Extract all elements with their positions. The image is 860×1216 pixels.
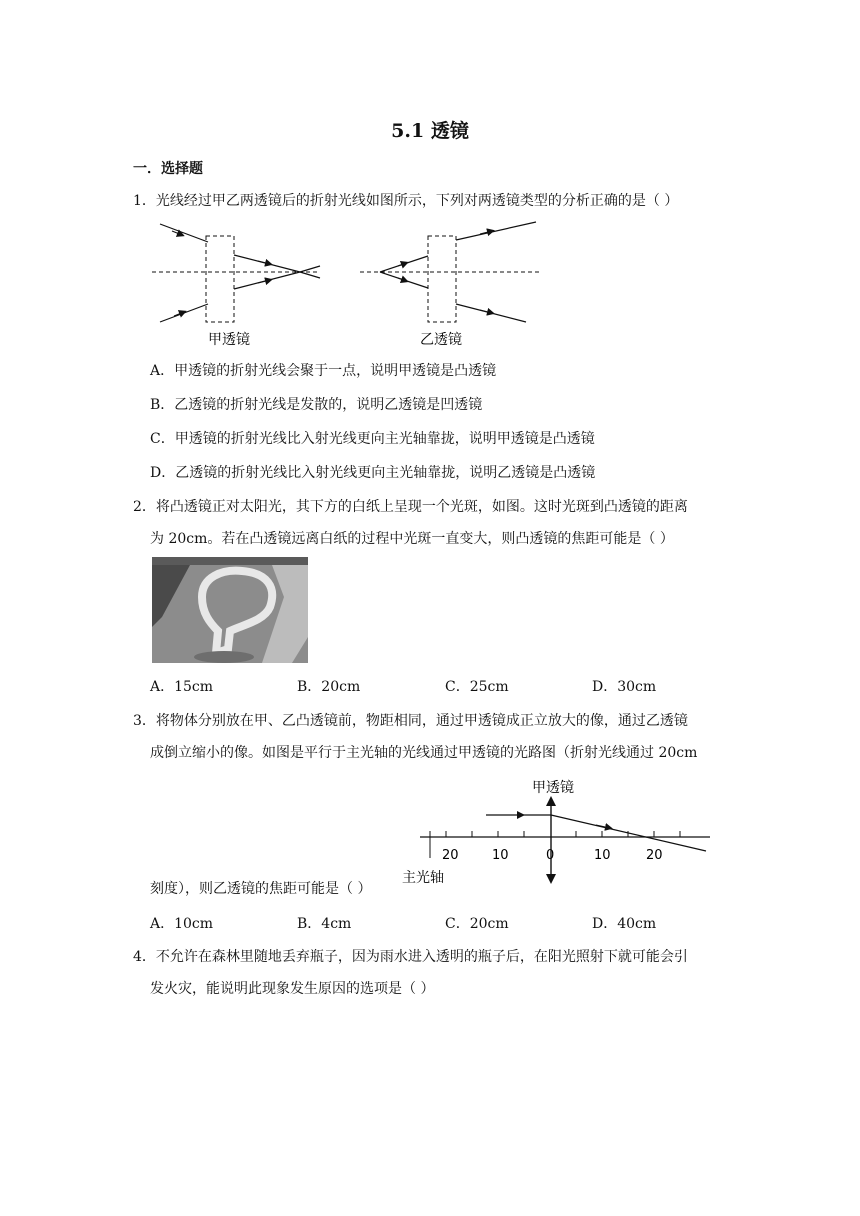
question-1-option-c: C．甲透镜的折射光线比入射光线更向主光轴靠拢，说明甲透镜是凸透镜	[150, 431, 595, 447]
lens-jia-label: 甲透镜	[208, 332, 250, 348]
question-2-option-b: B．20cm	[297, 679, 361, 695]
question-3-line-2: 成倒立缩小的像。如图是平行于主光轴的光线通过甲透镜的光路图（折射光线通过 20cm	[150, 745, 698, 761]
tick-label-10-left: 10	[492, 848, 509, 863]
main-axis-label: 主光轴	[402, 870, 444, 886]
question-2-line-2: 为 20cm。若在凸透镜远离白纸的过程中光斑一直变大，则凸透镜的焦距可能是（ ）	[150, 531, 674, 547]
figure-lenses-jia-yi	[150, 218, 540, 354]
question-1-line-1: 1．光线经过甲乙两透镜后的折射光线如图所示，下列对两透镜类型的分析正确的是（ ）	[133, 193, 679, 209]
section-heading: 一．选择题	[133, 161, 203, 177]
tick-label-20-left: 20	[442, 848, 459, 863]
lens-yi-label: 乙透镜	[420, 332, 462, 348]
lens-jia-label: 甲透镜	[532, 780, 574, 796]
question-3-line-3: 刻度），则乙透镜的焦距可能是（ ）	[150, 881, 372, 897]
question-2-option-d: D．30cm	[592, 679, 657, 695]
question-2-option-c: C．25cm	[445, 679, 509, 695]
question-2-option-a: A．15cm	[150, 679, 214, 695]
question-1-option-a: A．甲透镜的折射光线会聚于一点，说明甲透镜是凸透镜	[150, 363, 497, 379]
question-1-option-d: D．乙透镜的折射光线比入射光线更向主光轴靠拢，说明乙透镜是凸透镜	[150, 465, 596, 481]
tick-label-20-right: 20	[646, 848, 663, 863]
question-3-option-d: D．40cm	[592, 916, 657, 932]
lens-yi-diagram	[360, 222, 540, 322]
question-4-line-1: 4．不允许在森林里随地丢弃瓶子，因为雨水进入透明的瓶子后，在阳光照射下就可能会引	[133, 949, 688, 965]
question-3-option-c: C．20cm	[445, 916, 509, 932]
page-title: 5.1 透镜	[391, 120, 469, 142]
lens-jia-diagram	[152, 224, 320, 322]
question-1-option-b: B．乙透镜的折射光线是发散的，说明乙透镜是凹透镜	[150, 397, 483, 413]
question-3-option-a: A．10cm	[150, 916, 214, 932]
tick-label-10-right: 10	[594, 848, 611, 863]
question-2-line-1: 2．将凸透镜正对太阳光，其下方的白纸上呈现一个光斑，如图。这时光斑到凸透镜的距离	[133, 499, 688, 515]
question-3-line-1: 3．将物体分别放在甲、乙凸透镜前，物距相同，通过甲透镜成正立放大的像，通过乙透镜	[133, 713, 688, 729]
question-4-line-2: 发火灾，能说明此现象发生原因的选项是（ ）	[150, 981, 435, 997]
photo-sunlight-spot	[152, 557, 308, 663]
figure-lens-jia-ray-diagram	[400, 776, 720, 890]
question-3-option-b: B．4cm	[297, 916, 352, 932]
tick-label-0: 0	[546, 848, 555, 863]
